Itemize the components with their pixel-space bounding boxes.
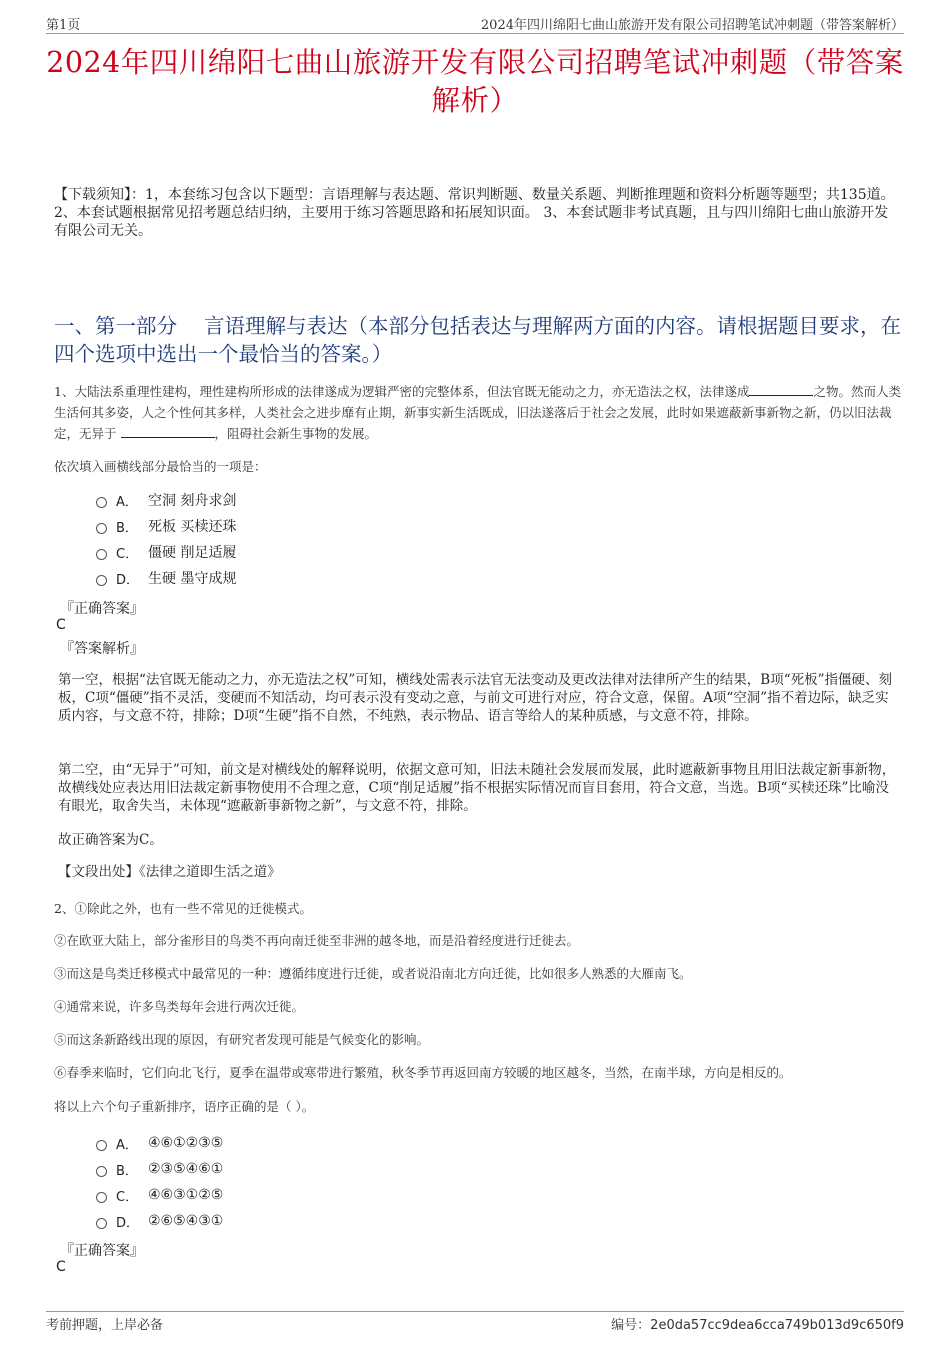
question-1-text xyxy=(54,381,902,444)
page-number: 第1页 xyxy=(46,18,81,33)
question-2-sentence: ⑤而这条新路线出现的原因，有研究者发现可能是气候变化的影响。 xyxy=(54,1032,430,1047)
source-citation: 【文段出处】《法律之道即生活之道》 xyxy=(58,864,281,880)
option-text: 空洞 刻舟求剑 xyxy=(148,493,237,509)
option-c[interactable] xyxy=(96,539,236,565)
answer-value: C xyxy=(56,617,66,633)
option-text: 生硬 墨守成规 xyxy=(148,571,237,587)
option-letter: C． xyxy=(116,1189,139,1205)
page-title: 2024年四川绵阳七曲山旅游开发有限公司招聘笔试冲刺题（带答案解析） xyxy=(46,46,904,117)
option-a[interactable] xyxy=(96,487,236,513)
option-d[interactable] xyxy=(96,565,236,591)
footer-code-label: 编号： xyxy=(611,1318,651,1333)
radio-icon[interactable] xyxy=(96,523,107,534)
radio-icon[interactable] xyxy=(96,575,107,586)
option-letter: B． xyxy=(116,520,138,536)
option-letter: B． xyxy=(116,1163,138,1179)
footer-divider xyxy=(46,1311,904,1312)
radio-icon[interactable] xyxy=(96,1218,107,1229)
question-2-sentence: 2、①除此之外，也有一些不常见的迁徙模式。 xyxy=(54,901,312,916)
option-a[interactable] xyxy=(96,1130,223,1156)
radio-icon[interactable] xyxy=(96,1192,107,1203)
question-2-sentence: ③而这是鸟类迁移模式中最常见的一种：遵循纬度进行迁徙，或者说沿南北方向迁徙，比如很多人熟悉的大雁南飞。 xyxy=(54,966,692,981)
question-2-sentence: ⑥春季来临时，它们向北飞行，夏季在温带或寒带进行繁殖，秋冬季节再返回南方较暖的地区越冬，当然，在南半球，方向是相反的。 xyxy=(54,1065,792,1080)
option-letter: C． xyxy=(116,546,139,562)
option-text: ④⑥①②③⑤ xyxy=(148,1135,224,1151)
radio-icon[interactable] xyxy=(96,549,107,560)
answer-label: 『正确答案』 xyxy=(60,1243,144,1259)
question-2-sentence: ④通常来说，许多鸟类每年会进行两次迁徙。 xyxy=(54,999,305,1014)
option-text: ②③⑤④⑥① xyxy=(148,1161,224,1177)
question-1-options xyxy=(96,487,236,591)
footer-code-value: 2e0da57cc9dea6cca749b013d9c650f9 xyxy=(650,1318,904,1333)
download-notice: 【下载须知】：1，本套练习包含以下题型：言语理解与表达题、常识判断题、数量关系题、判断推理题和资料分析题等题型；共135道。 2、本套试题根据常见招考题总结归纳，主要用于练习答题思路和拓展知识面。 3、本套试题非考试真题，且与四川绵阳七曲山旅游开发有限公司无关。 xyxy=(54,187,895,239)
section-title: 一、第一部分 言语理解与表达（本部分包括表达与理解两方面的内容。请根据题目要求，在四个选项中选出一个最恰当的答案。） xyxy=(54,314,902,366)
option-b[interactable] xyxy=(96,513,236,539)
analysis-label: 『答案解析』 xyxy=(60,641,144,657)
question-1-part3: ，阻碍社会新生事物的发展。 xyxy=(214,426,378,441)
analysis-conclusion: 故正确答案为C。 xyxy=(58,832,163,848)
question-1-part2: 之物。然而人类生活何其多姿，人之个性何其多样，人类社会之进步靡有止期，新事实新生活既成，旧法遂落后于社会之发展，此时如果遮蔽新事新物之新，仍以旧法裁定，无异于 xyxy=(54,384,901,441)
radio-icon[interactable] xyxy=(96,1140,107,1151)
option-text: 死板 买椟还珠 xyxy=(148,519,237,535)
question-2-sentence: ②在欧亚大陆上，部分雀形目的鸟类不再向南迁徙至非洲的越冬地，而是沿着经度进行迁徙去。 xyxy=(54,933,580,948)
answer-label: 『正确答案』 xyxy=(60,601,144,617)
question-1-prompt: 依次填入画横线部分最恰当的一项是： xyxy=(54,459,267,474)
option-b[interactable] xyxy=(96,1156,223,1182)
option-letter: A． xyxy=(116,494,138,510)
header-divider xyxy=(46,33,904,34)
radio-icon[interactable] xyxy=(96,497,107,508)
header-doc-title: 2024年四川绵阳七曲山旅游开发有限公司招聘笔试冲刺题（带答案解析） xyxy=(480,18,904,33)
option-letter: D． xyxy=(116,572,140,588)
answer-value: C xyxy=(56,1259,66,1275)
option-letter: D． xyxy=(116,1215,140,1231)
blank-1 xyxy=(749,381,813,396)
question-1-part1: 1、大陆法系重理性建构，理性建构所形成的法律遂成为逻辑严密的完整体系，但法官既无能动之力，亦无造法之权，法律遂成 xyxy=(54,384,750,399)
footer-slogan: 考前押题，上岸必备 xyxy=(46,1318,164,1333)
option-letter: A． xyxy=(116,1137,138,1153)
analysis-paragraph-1: 第一空，根据“法官既无能动之力，亦无造法之权”可知，横线处需表示法官无法变动及更改法律对法律所产生的结果，B项“死板”指僵硬、刻板，C项“僵硬”指不灵活，变硬而不知活动，均可表示没有变动之意，与前文可进行对应，符合文意，保留。A项“空洞”指不着边际，缺乏实质内容，与文意不符，排除；D项“生硬”指不自然，不纯熟，表示物品、语言等给人的某种质感，与文意不符，排除。 xyxy=(58,672,893,724)
option-c[interactable] xyxy=(96,1182,223,1208)
question-2-prompt: 将以上六个句子重新排序，语序正确的是（ ）。 xyxy=(54,1099,315,1114)
blank-2 xyxy=(121,423,215,438)
question-2-options xyxy=(96,1130,223,1234)
option-text: ④⑥③①②⑤ xyxy=(148,1187,224,1203)
radio-icon[interactable] xyxy=(96,1166,107,1177)
option-text: ②⑥⑤④③① xyxy=(148,1213,224,1229)
option-text: 僵硬 削足适履 xyxy=(148,545,237,561)
analysis-paragraph-2: 第二空，由“无异于”可知，前文是对横线处的解释说明，依据文意可知，旧法未随社会发展而发展，此时遮蔽新事物且用旧法裁定新事新物，故横线处应表达用旧法裁定新事物使用不合理之意，C项“削足适履”指不根据实际情况而盲目套用，符合文意，当选。B项“买椟还珠”比喻没有眼光，取舍失当，未体现“遮蔽新事新物之新”，与文意不符，排除。 xyxy=(58,762,896,814)
footer-code xyxy=(611,1314,904,1333)
option-d[interactable] xyxy=(96,1208,223,1234)
